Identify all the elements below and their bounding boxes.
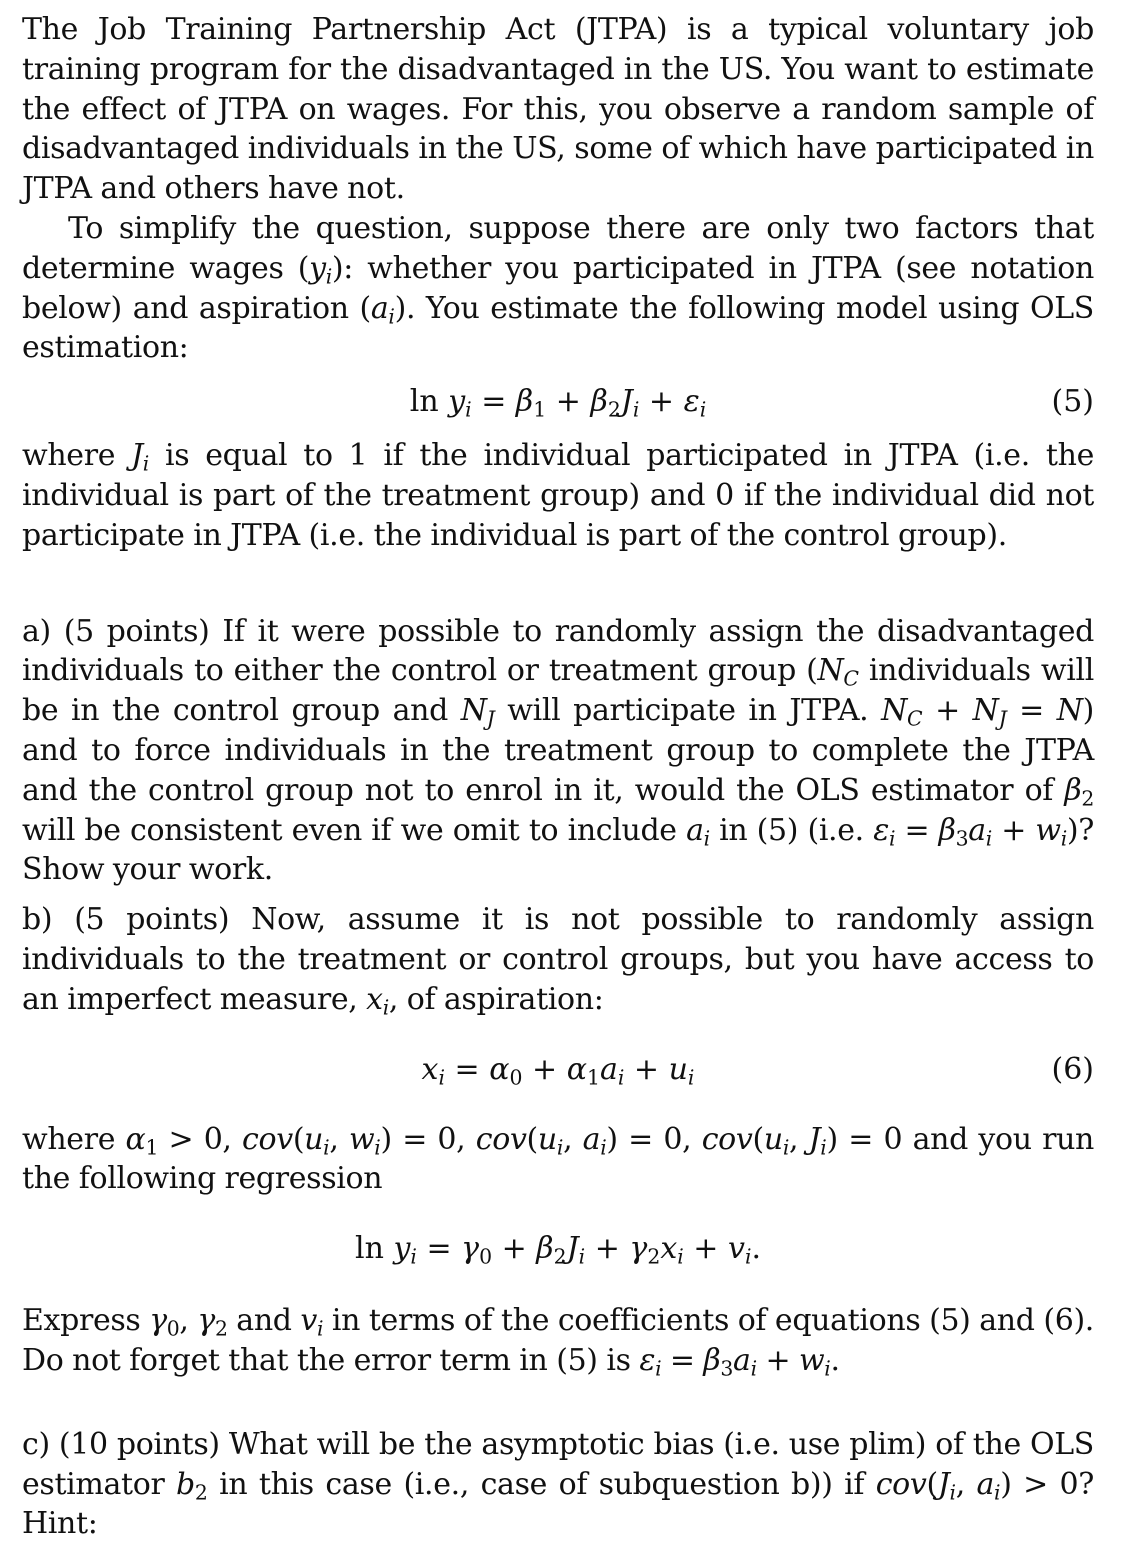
assumption-paragraph: To simplify the question, suppose there are only two factors that determine wages $(y_i)$: whether you participated in JTPA (see notation below) and aspiration $(a_i)$. You estimate the following model using OLS estimation: bbox=[22, 210, 1094, 366]
equation-5-expression: $\ln y_i = \beta_1 + \beta_2J_i + \varepsilon_i$ bbox=[409, 384, 707, 422]
question-c-label: c) (10 points) bbox=[22, 1426, 220, 1462]
question-a: a) (5 points) If it were possible to randomly assign the disadvantaged individuals to either the control or treatment group ($N_C$ individuals will be in the control group and $N_J$ will participate in JTPA. $N_C + N_J = N$) and to force individuals in the treatment group to complete the JTPA and the control group not to enrol in it, would the OLS estimator of $\beta_2$ will be consistent even if we omit to include $a_i$ in (5) (i.e. $\varepsilon_i = \beta_3a_i + w_i$)? Show your work. bbox=[22, 613, 1095, 888]
math-j-i: $J_i$ bbox=[131, 438, 149, 476]
intro-paragraph: The Job Training Partnership Act (JTPA) is a typical voluntary job training program for the disadvantaged in the US. You want to estimate the effect of JTPA on wages. For this, you observe a random sample of disadvantaged individuals in the US, some of which have participated in JTPA and others have not. bbox=[22, 12, 1094, 207]
equation-6-number: (6) bbox=[1051, 1051, 1094, 1087]
document-page bbox=[22, 10, 1094, 1544]
equation-5-explanation: where $J_i$ is equal to 1 if the individual participated in JTPA (i.e. the individual is part of the treatment group) and 0 if the individual did not participate in JTPA (i.e. the individual is part of the control group). bbox=[22, 438, 1094, 553]
regression-equation bbox=[22, 1229, 1094, 1269]
question-b: b) (5 points) Now, assume it is not possible to randomly assign individuals to the treatment or control groups, but you have access to an imperfect measure, $x_i$, of aspiration: bbox=[22, 902, 1094, 1020]
equation-6-conditions: where $\alpha_1 > 0$, $cov(u_i$, $w_i) = 0$, $cov(u_i$, $a_i) = 0$, $cov(u_i$, $J_i) = 0$ and you run the following regression bbox=[22, 1121, 1095, 1197]
math-y-i: $y_i$ bbox=[309, 250, 332, 289]
question-b-label: b) (5 points) bbox=[22, 902, 230, 938]
math-a-i: $a_i$ bbox=[370, 290, 395, 329]
equation-5 bbox=[22, 382, 1094, 422]
express-instruction: Express $\gamma_0$, $\gamma_2$ and $v_i$ in terms of the coefficients of equations (5) and (6). Do not forget that the error term in (5) is $\varepsilon_i = \beta_3a_i + w_i$. bbox=[22, 1303, 1094, 1381]
equation-6-expression: $x_i = \alpha_0 + \alpha_1a_i + u_i$ bbox=[421, 1051, 695, 1090]
equation-5-number: (5) bbox=[1051, 384, 1094, 420]
question-a-label: a) (5 points) bbox=[22, 613, 210, 649]
regression-expression: $\ln y_i = \gamma_0 + \beta_2J_i + \gamma_2x_i + v_i$. bbox=[354, 1231, 762, 1269]
question-c: c) (10 points) What will be the asymptotic bias (i.e. use plim) of the OLS estimator $b_2$ in this case (i.e., case of subquestion b)) if $cov(J_i$, $a_i) > 0$? Hint: bbox=[22, 1426, 1094, 1542]
equation-6 bbox=[22, 1050, 1094, 1090]
